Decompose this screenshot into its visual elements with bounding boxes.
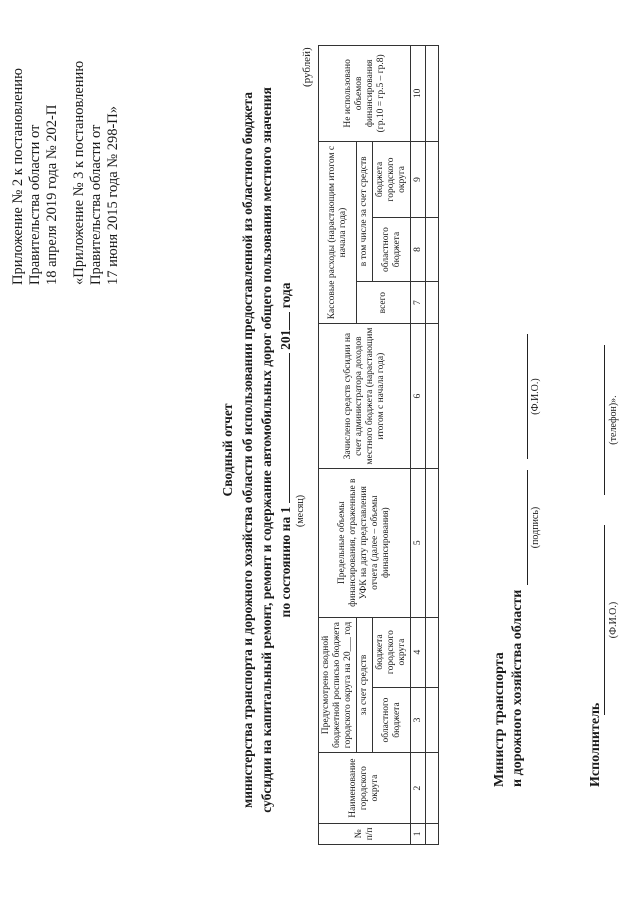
report-table: [318, 45, 439, 845]
col-header-total: всего: [357, 281, 411, 323]
appendix-line: 18 апреля 2019 года № 202-П: [44, 104, 60, 285]
col-header-planned: Предусмотрено сводной бюджетной росписью бюджета городского округа на 20___ год: [319, 617, 357, 753]
table-row: [426, 46, 439, 845]
executor-fio-line: [604, 525, 605, 715]
col-number: 1: [411, 823, 426, 844]
date-suffix: года: [278, 282, 293, 309]
col-number: 9: [411, 141, 426, 217]
col-header-cash: Кассовые расходы (нарастающим итогом с начала года): [319, 141, 357, 324]
signature-caption: (подпись): [530, 506, 541, 549]
col-header-district: Наименование городского округа: [319, 753, 411, 823]
year-label: 201: [278, 329, 293, 350]
col-header-number: № п/п: [319, 823, 411, 844]
col-number: 2: [411, 753, 426, 823]
appendix-header: [10, 5, 122, 285]
unit-label: (рублей): [301, 47, 313, 87]
col-number: 5: [411, 468, 426, 617]
appendix-line: Правительства области от: [88, 124, 104, 285]
appendix-line: Приложение № 2 к постановлению: [10, 68, 26, 285]
appendix-line: «Приложение № 3 к постановлению: [71, 60, 87, 285]
year-blank: [289, 312, 290, 330]
col-number: 8: [411, 218, 426, 282]
date-prefix: по состоянию на 1: [278, 506, 293, 618]
executor-label: Исполнитель: [588, 702, 603, 787]
appendix-line: 17 июня 2015 года № 298-П»: [105, 105, 121, 285]
appendix-line: Правительства области от: [27, 124, 43, 285]
report-title: Сводный отчет: [220, 403, 235, 497]
executor-fio-caption: (Ф.И.О.): [608, 601, 619, 639]
month-caption: (месяц): [295, 494, 306, 527]
executor-phone-caption: (телефон)».: [608, 395, 619, 445]
minister-title-line1: Министр транспорта: [492, 652, 507, 787]
report-subtitle-1: министерства транспорта и дорожного хозяйства области об использовании предоставленной из областного бюджета: [240, 92, 255, 808]
executor-phone-line: [604, 345, 605, 495]
signature-line: [527, 470, 528, 585]
col-header-credited: Зачислено средств субсидии на счет администратора доходов местного бюджета (нарастающим итогом с начала года): [319, 324, 411, 468]
col-header-limits: Предельные объемы финансирования, отраженные в УФК на дату представления отчета (далее – объемы финансирования): [319, 468, 411, 617]
col-number: 4: [411, 617, 426, 687]
report-date-line: [276, 35, 295, 865]
col-header-unused: Не использовано объемов финансирования (гр.10 = гр.5 – гр.8): [319, 46, 411, 142]
report-subtitle-2: субсидии на капитальный ремонт, ремонт и содержание автомобильных дорог общего пользования местного значения: [259, 87, 274, 813]
col-number: 6: [411, 324, 426, 468]
col-number: 3: [411, 687, 426, 753]
col-header-funds-source: за счет средств: [357, 617, 373, 753]
col-header-incl-funds: в том числе за счет средств: [357, 141, 373, 281]
col-header-city-budget: бюджета городского округа: [373, 617, 411, 687]
col-number: 10: [411, 46, 426, 142]
month-blank: [289, 353, 290, 503]
fio-line: [527, 334, 528, 459]
fio-caption: (Ф.И.О.): [530, 378, 541, 415]
col-header-city-budget-2: бюджета городского округа: [373, 141, 411, 217]
col-header-regional-budget-2: областного бюджета: [373, 218, 411, 282]
col-header-regional-budget: областного бюджета: [373, 687, 411, 753]
col-number: 7: [411, 281, 426, 323]
minister-title-line2: и дорожного хозяйства области: [510, 589, 525, 787]
